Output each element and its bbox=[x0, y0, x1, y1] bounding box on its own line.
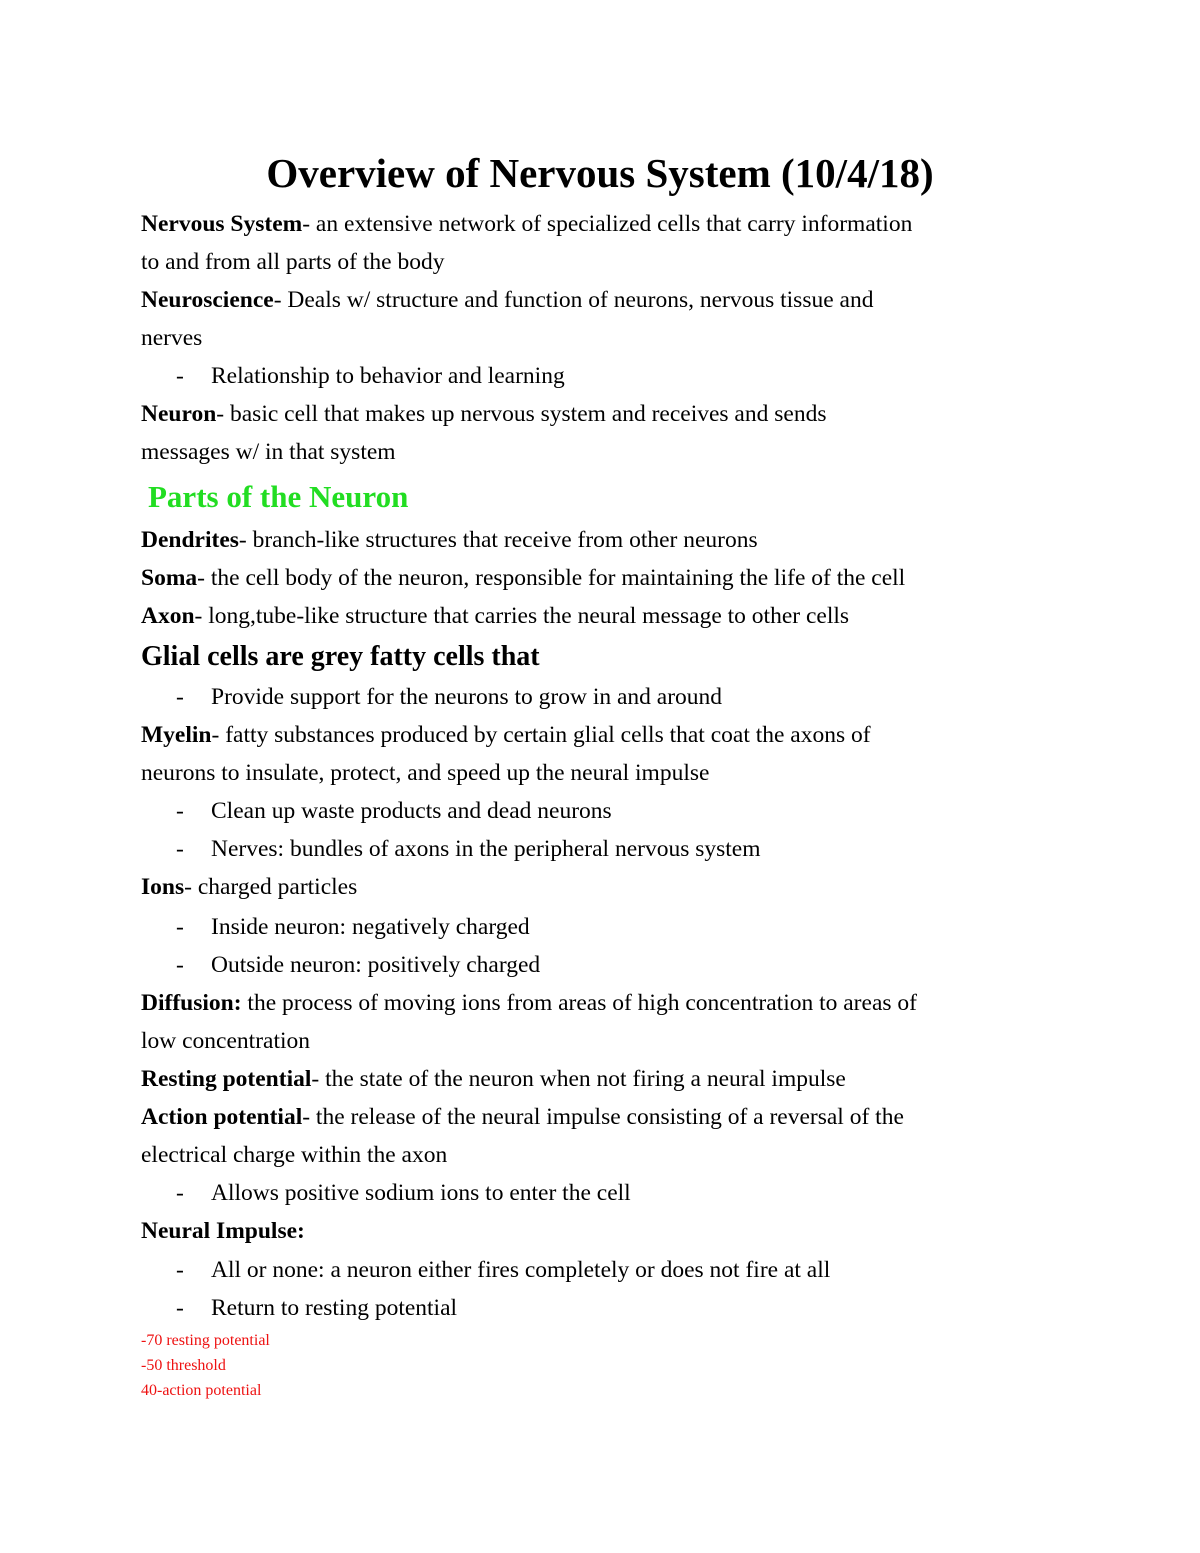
bullet-dash: - bbox=[176, 1257, 184, 1283]
bullet-text: Outside neuron: positively charged bbox=[211, 952, 541, 978]
term: Resting potential bbox=[141, 1066, 312, 1092]
definition-text: - the cell body of the neuron, responsible for maintaining the life of the cell bbox=[197, 565, 906, 591]
note-threshold: -50 threshold bbox=[141, 1357, 226, 1374]
definition-text: - charged particles bbox=[184, 874, 358, 900]
bullet-text: Clean up waste products and dead neurons bbox=[211, 798, 612, 824]
term: Nervous System bbox=[141, 211, 303, 237]
definition-text: the process of moving ions from areas of high concentration to areas of bbox=[241, 990, 917, 1016]
bullet-item bbox=[176, 361, 565, 391]
definition-neuron-cont: messages w/ in that system bbox=[141, 439, 396, 465]
bullet-text: Inside neuron: negatively charged bbox=[211, 914, 530, 940]
definition-neuroscience bbox=[141, 285, 873, 315]
definition-text: - an extensive network of specialized cells that carry information bbox=[302, 211, 913, 237]
note-action-potential: 40-action potential bbox=[141, 1382, 262, 1399]
definition-myelin-cont: neurons to insulate, protect, and speed up the neural impulse bbox=[141, 760, 710, 786]
definition-myelin bbox=[141, 720, 871, 750]
definition-text: - fatty substances produced by certain glial cells that coat the axons of bbox=[211, 722, 871, 748]
term: Neural Impulse: bbox=[141, 1218, 305, 1244]
definition-axon bbox=[141, 601, 849, 631]
bullet-item bbox=[176, 950, 540, 980]
bullet-dash: - bbox=[176, 363, 184, 389]
definition-neural-impulse bbox=[141, 1216, 305, 1246]
definition-text: - branch-like structures that receive from other neurons bbox=[238, 527, 758, 553]
note-resting-potential: -70 resting potential bbox=[141, 1332, 270, 1349]
definition-action-potential-cont: electrical charge within the axon bbox=[141, 1142, 448, 1168]
definition-resting-potential bbox=[141, 1064, 846, 1094]
section-heading-parts-of-neuron: Parts of the Neuron bbox=[148, 479, 409, 514]
definition-soma bbox=[141, 563, 905, 593]
bullet-text: All or none: a neuron either fires completely or does not fire at all bbox=[211, 1257, 831, 1283]
page-title: Overview of Nervous System (10/4/18) bbox=[266, 150, 934, 196]
bullet-item bbox=[176, 912, 530, 942]
term: Myelin bbox=[141, 722, 212, 748]
section-heading-glial-cells: Glial cells are grey fatty cells that bbox=[141, 641, 540, 672]
definition-nervous-system bbox=[141, 209, 912, 239]
definition-text: - Deals w/ structure and function of neurons, nervous tissue and bbox=[273, 287, 874, 313]
bullet-text: Return to resting potential bbox=[211, 1295, 458, 1321]
definition-ions bbox=[141, 872, 357, 902]
bullet-item bbox=[176, 1255, 830, 1285]
bullet-text: Nerves: bundles of axons in the peripheral nervous system bbox=[211, 836, 761, 862]
bullet-dash: - bbox=[176, 836, 184, 862]
term: Neuroscience bbox=[141, 287, 274, 313]
definition-nervous-system-cont: to and from all parts of the body bbox=[141, 249, 445, 275]
bullet-item bbox=[176, 682, 722, 712]
definition-text: - the release of the neural impulse consisting of a reversal of the bbox=[302, 1104, 904, 1130]
term: Neuron bbox=[141, 401, 217, 427]
bullet-dash: - bbox=[176, 1295, 184, 1321]
term: Axon bbox=[141, 603, 195, 629]
bullet-dash: - bbox=[176, 684, 184, 710]
term: Soma bbox=[141, 565, 198, 591]
bullet-text: Allows positive sodium ions to enter the cell bbox=[211, 1180, 631, 1206]
definition-neuron bbox=[141, 399, 826, 429]
bullet-item bbox=[176, 1293, 457, 1323]
bullet-text: Relationship to behavior and learning bbox=[211, 363, 565, 389]
definition-dendrites bbox=[141, 525, 758, 555]
definition-neuroscience-cont: nerves bbox=[141, 325, 203, 351]
bullet-dash: - bbox=[176, 952, 184, 978]
definition-text: - long,tube-like structure that carries the neural message to other cells bbox=[194, 603, 850, 629]
definition-diffusion bbox=[141, 988, 917, 1018]
bullet-dash: - bbox=[176, 914, 184, 940]
definition-diffusion-cont: low concentration bbox=[141, 1028, 311, 1054]
bullet-item bbox=[176, 834, 761, 864]
definition-text: - basic cell that makes up nervous system and receives and sends bbox=[216, 401, 827, 427]
bullet-dash: - bbox=[176, 1180, 184, 1206]
term: Diffusion: bbox=[141, 990, 242, 1016]
term: Action potential bbox=[141, 1104, 303, 1130]
bullet-item bbox=[176, 1178, 631, 1208]
bullet-text: Provide support for the neurons to grow in and around bbox=[211, 684, 723, 710]
bullet-item bbox=[176, 796, 612, 826]
definition-action-potential bbox=[141, 1102, 904, 1132]
bullet-dash: - bbox=[176, 798, 184, 824]
term: Ions bbox=[141, 874, 185, 900]
definition-text: - the state of the neuron when not firing a neural impulse bbox=[311, 1066, 846, 1092]
term: Dendrites bbox=[141, 527, 239, 553]
